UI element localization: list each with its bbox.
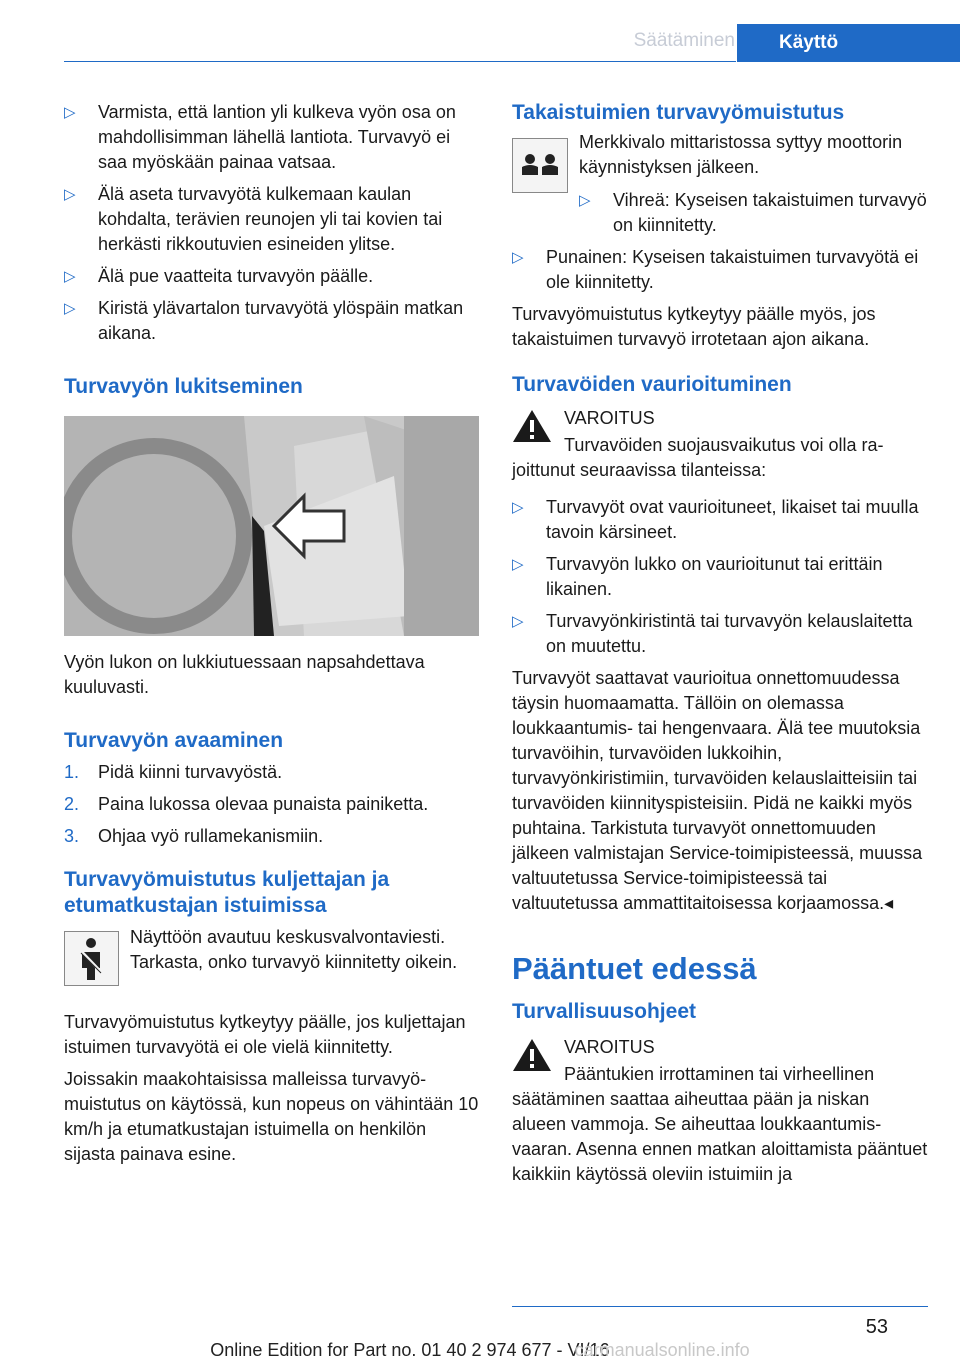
list-item: ▷ Älä pue vaatteita turvavyön päälle. (64, 264, 479, 289)
reminder-icon-block (64, 925, 479, 1000)
list-item: ▷ Älä aseta turvavyötä kulkemaan kaulan kohdalta, terävien reunojen yli tai kovien tai herkästi rikkoutuvien esineiden ylitse. (64, 184, 443, 254)
safety-title: Turvallisuusohjeet (512, 1000, 696, 1023)
rear-bullets (512, 245, 928, 295)
reminder-p1: Turvavyömuistutus kytkeytyy päälle, jos kuljettajan istuimen turvavyötä ei ole vielä kiinnitetty. (64, 1012, 466, 1057)
list-item: 1. Pidä kiinni turvavyöstä. (64, 762, 283, 782)
warning-block-1 (512, 406, 928, 483)
damage-p: Turvavyöt saattavat vaurioitua onnettomuudessa täysin huomaamatta. Tällöin on olemassa loukkaantumis- tai hengenvaara. Älä tee muutoksia turvavöihin, turvavöiden lukkoihin, turvavyönkiristimiin, turvavöiden kelauslaitteisiin tai turvavöiden kiinnityspisteisiin. Pidä ne kaikki myös puhtaina. Tarkistuta turvavyöt onnettomuuden jälkeen valmistajan Service-toimipisteessä, muussa valtuutetussa Service-toimipisteessä tai valtuutetussa ammattitaitoisessa korjaamossa.◂ (512, 668, 923, 913)
list-item: ▷ Turvavyöt ovat vaurioituneet, likaiset tai muulla tavoin kärsineet. (512, 497, 919, 542)
right-column (512, 100, 928, 1187)
page-number: 53 (865, 1316, 888, 1338)
damage-bullets (512, 495, 928, 659)
lock-title: Turvavyön lukitseminen (64, 375, 303, 398)
rear-icon-text: Merkkivalo mittaristossa syttyy moottorin käynnistyksen jälkeen. (579, 132, 903, 177)
seat-buckle-photo (64, 416, 479, 636)
footer-rule (512, 1306, 928, 1307)
warning-icon (512, 408, 552, 444)
warning-label: VAROITUS (564, 408, 655, 428)
list-item: ▷ Turvavyön lukko on vaurioitunut tai erittäin likainen. (512, 554, 883, 599)
rear-sub-bullets (579, 188, 928, 238)
header-section: Säätäminen (633, 30, 735, 51)
warning-text: Pääntukien irrottaminen tai virheellinen säätäminen saattaa aiheuttaa pään ja niskan alueen vammoja. Se aiheuttaa loukkaantumisvaaran. Asenna ennen matkan aloittamista pääntuet kaikkiin käytössä oleviin istuimiin ja (512, 1064, 928, 1184)
list-item: 2. Paina lukossa olevaa punaista painiketta. (64, 794, 429, 814)
damage-title: Turvavöiden vaurioituminen (512, 373, 792, 396)
warning-block-2 (512, 1035, 928, 1187)
triangle-bullet-icon: ▷ (512, 499, 524, 516)
triangle-bullet-icon: ▷ (64, 300, 76, 317)
seat-buckle-illustration (64, 416, 479, 636)
list-item: ▷ Turvavyönkiristintä tai turvavyön kelauslaitetta on muutettu. (512, 611, 913, 656)
lock-text: Vyön lukon on lukkiutuessaan napsahdettava kuuluvasti. (64, 652, 425, 697)
list-item: ▷ Vihreä: Kyseisen takaistuimen turvavyö on kiinnitetty. (579, 190, 927, 235)
list-item: 3. Ohjaa vyö rullamekanismiin. (64, 826, 324, 846)
reminder-icon-text: Näyttöön avautuu keskusvalvontaviesti. Tarkasta, onko turvavyö kiinnitetty oikein. (130, 927, 458, 972)
triangle-bullet-icon: ▷ (512, 613, 524, 630)
left-column (64, 100, 479, 1167)
open-title: Turvavyön avaaminen (64, 729, 284, 752)
seatbelt-icon (64, 931, 119, 986)
triangle-bullet-icon: ▷ (64, 186, 76, 203)
warning-label: VAROITUS (564, 1037, 655, 1057)
warning-icon (512, 1037, 552, 1073)
reminder-p2: Joissakin maakohtaisissa malleissa turvavyömuistutus on käytössä, kun nopeus on vähintään 10 km/h ja etumatkustajan istuimella on henkilön sijasta painava esine. (64, 1069, 479, 1164)
open-steps (64, 760, 479, 849)
rear-title: Takaistuimien turvavyömuistutus (512, 101, 845, 124)
triangle-bullet-icon: ▷ (64, 268, 76, 285)
warning-text: Turvavöiden suojausvaikutus voi olla rajoittunut seuraavissa tilanteissa: (512, 435, 884, 480)
page-header (0, 24, 960, 62)
rear-passengers-icon (512, 138, 568, 193)
watermark: carmanualsonline.info (574, 1340, 750, 1360)
header-rule (64, 61, 736, 62)
triangle-bullet-icon: ▷ (512, 556, 524, 573)
belt-bullets (64, 100, 479, 346)
triangle-bullet-icon: ▷ (579, 192, 591, 209)
edition-text: Online Edition for Part no. 01 40 2 974 677 - VI/16 (210, 1340, 610, 1360)
triangle-bullet-icon: ▷ (64, 104, 76, 121)
rear-p: Turvavyömuistutus kytkeytyy päälle myös, jos takaistuimen turvavyö irrotetaan ajon aikana. (512, 304, 876, 349)
reminder-title: Turvavyömuistutus kuljettajan ja etumatkustajan istuimissa (64, 868, 390, 917)
list-item: ▷ Kiristä ylävartalon turvavyötä ylöspäin matkan aikana. (64, 298, 464, 343)
head-title: Pääntuet edessä (512, 951, 757, 986)
rear-icon-block (512, 130, 928, 238)
triangle-bullet-icon: ▷ (512, 249, 524, 266)
list-item: ▷ Punainen: Kyseisen takaistuimen turvavyötä ei ole kiinnitetty. (512, 247, 919, 292)
header-tab: Käyttö (737, 24, 960, 62)
list-item: ▷ Varmista, että lantion yli kulkeva vyön osa on mahdollisimman lähellä lantiota. Turvavyö ei saa myöskään painaa vatsaa. (64, 102, 456, 172)
edition-line (0, 1340, 960, 1361)
